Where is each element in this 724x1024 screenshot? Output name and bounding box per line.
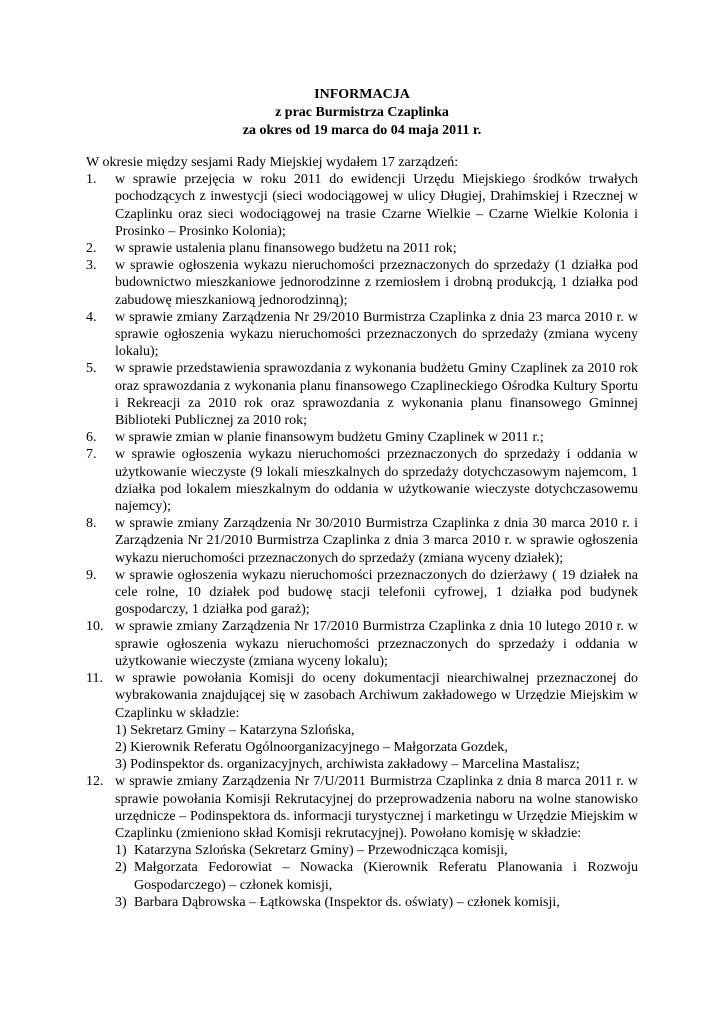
commission-member: 1) Sekretarz Gminy – Katarzyna Szlońska, (115, 722, 355, 738)
list-item (86, 773, 638, 911)
item-number: 7. (86, 447, 97, 463)
document-subtitle: z prac Burmistrza Czaplinka (275, 105, 449, 120)
document-body (86, 154, 638, 911)
item-number: 4. (86, 309, 97, 325)
item-text: w sprawie ogłoszenia wykazu nieruchomości przeznaczonych do dzierżawy ( 19 działek na cele rolne, 10 działek pod budowę stacji telefonii cyfrowej, 1 działka pod budynek gospodarczy, 1 działka pod garaż); (115, 567, 638, 618)
item-text: w sprawie przedstawienia sprawozdania z wykonania budżetu Gminy Czaplinek za 2010 rok oraz sprawozdania z wykonania planu finansowego Czaplineckiego Ośrodka Kultury Sportu i Rekreacji za 2010 rok oraz sprawozdania z wykonania planu finansowego Gminnej Biblioteki Publicznej za 2010 rok; (115, 361, 638, 429)
list-item (86, 171, 638, 240)
ordinance-list (86, 171, 638, 911)
item-number: 5. (86, 361, 97, 377)
item-text: w sprawie ogłoszenia wykazu nieruchomości przeznaczonych do sprzedaży i oddania w użytkowanie wieczyste (9 lokali mieszkalnych do sprzedaży dotychczasowym najemcom, 1 działka pod lokalem mieszkalnym do oddania w użytkowanie wieczyste dotychczasowemu najemcy); (115, 447, 638, 515)
item-text: w sprawie przejęcia w roku 2011 do ewidencji Urzędu Miejskiego środków trwałych pochodzących z inwestycji (sieci wodociągowej w ulicy Długiej, Drahimskiej i Rzecznej w Czaplinku oraz sieci wodociągowej na trasie Czarne Wielkie – Czarne Wielkie Kolonia i Prosinko – Prosinko Kolonia); (115, 172, 638, 239)
item-number: 9. (86, 567, 97, 583)
document-title: INFORMACJA (314, 87, 410, 102)
member-text: Katarzyna Szlońska (Sekretarz Gminy) – Przewodnicząca komisji, (134, 843, 508, 859)
item-text: w sprawie zmiany Zarządzenia Nr 30/2010 Burmistrza Czaplinka z dnia 30 marca 2010 r. i Zarządzenia Nr 21/2010 Burmistrza Czaplinka z dnia 3 marca 2010 r. w sprawie ogłoszenia wykazu nieruchomości przeznaczonych do sprzedaży (zmiana wyceny działek); (115, 516, 638, 566)
item-number: 2. (86, 241, 97, 257)
list-item (86, 257, 638, 309)
commission-member (115, 842, 638, 859)
member-text: Barbara Dąbrowska – Łątkowska (Inspektor ds. oświaty) – członek komisji, (134, 894, 560, 910)
commission-member: 3) Podinspektor ds. organizacyjnych, archiwista zakładowy – Marcelina Mastalisz; (115, 757, 580, 773)
item-text: w sprawie zmiany Zarządzenia Nr 29/2010 Burmistrza Czaplinka z dnia 23 marca 2010 r. w sprawie ogłoszenia wykazu nieruchomości przeznaczonych do sprzedaży (zmiana wyceny lokalu); (115, 309, 638, 360)
member-number: 3) (115, 894, 127, 910)
item-text: w sprawie powołania Komisji do oceny dokumentacji niearchiwalnej przeznaczonej do wybrakowania znajdującej się w zasobach Archiwum zakładowego w Urzędzie Miejskim w Czaplinku w składzie: (115, 671, 638, 721)
member-number: 2) (115, 860, 127, 876)
list-item (86, 567, 638, 619)
list-item (86, 240, 638, 257)
commission-member-list (115, 722, 638, 774)
item-number: 11. (86, 671, 103, 687)
list-item (86, 618, 638, 670)
item-number: 6. (86, 430, 97, 446)
item-number: 3. (86, 258, 97, 274)
item-text: w sprawie ustalenia planu finansowego budżetu na 2011 rok; (115, 241, 457, 257)
item-number: 8. (86, 516, 97, 532)
member-text: Małgorzata Fedorowiat – Nowacka (Kierownik Referatu Planowania i Rozwoju Gospodarczego) – członek komisji, (134, 860, 638, 893)
list-item (86, 670, 638, 773)
intro-paragraph: W okresie między sesjami Rady Miejskiej wydałem 17 zarządzeń: (86, 155, 459, 170)
document-header (0, 86, 724, 140)
item-text: w sprawie ogłoszenia wykazu nieruchomości przeznaczonych do sprzedaży (1 działka pod budownictwo mieszkaniowe jednorodzinne z rzemiosłem i drobną produkcją, 1 działka pod zabudowę mieszkaniową jednorodzinną); (115, 258, 638, 308)
list-item (86, 515, 638, 567)
commission-member: 2) Kierownik Referatu Ogólnoorganizacyjnego – Małgorzata Gozdek, (115, 739, 508, 755)
member-number: 1) (115, 843, 127, 859)
list-item (86, 429, 638, 446)
item-number: 1. (86, 172, 97, 188)
list-item (86, 360, 638, 429)
item-text: w sprawie zmiany Zarządzenia Nr 7/U/2011 Burmistrza Czaplinka z dnia 8 marca 2011 r. w sprawie powołania Komisji Rekrutacyjnej do przeprowadzenia naboru na wolne stanowisko urzędnicze – Podinspektora ds. informacji turystycznej i marketingu w Urzędzie Miejskim w Czaplinku (zmieniono skład Komisji rekrutacyjnej). Powołano komisję w składzie: (115, 774, 638, 841)
item-text: w sprawie zmian w planie finansowym budżetu Gminy Czaplinek w 2011 r.; (115, 430, 544, 446)
commission-member (115, 894, 638, 911)
list-item (86, 309, 638, 361)
item-number: 12. (86, 774, 104, 790)
document-period: za okres od 19 marca do 04 maja 2011 r. (242, 123, 482, 138)
item-number: 10. (86, 619, 104, 635)
commission-member-list (115, 842, 638, 911)
commission-member (115, 859, 638, 893)
item-text: w sprawie zmiany Zarządzenia Nr 17/2010 Burmistrza Czaplinka z dnia 10 lutego 2010 r. w sprawie ogłoszenia wykazu nieruchomości przeznaczonych do sprzedaży i oddania w użytkowanie wieczyste (zmiana wyceny lokalu); (115, 619, 638, 669)
list-item (86, 446, 638, 515)
